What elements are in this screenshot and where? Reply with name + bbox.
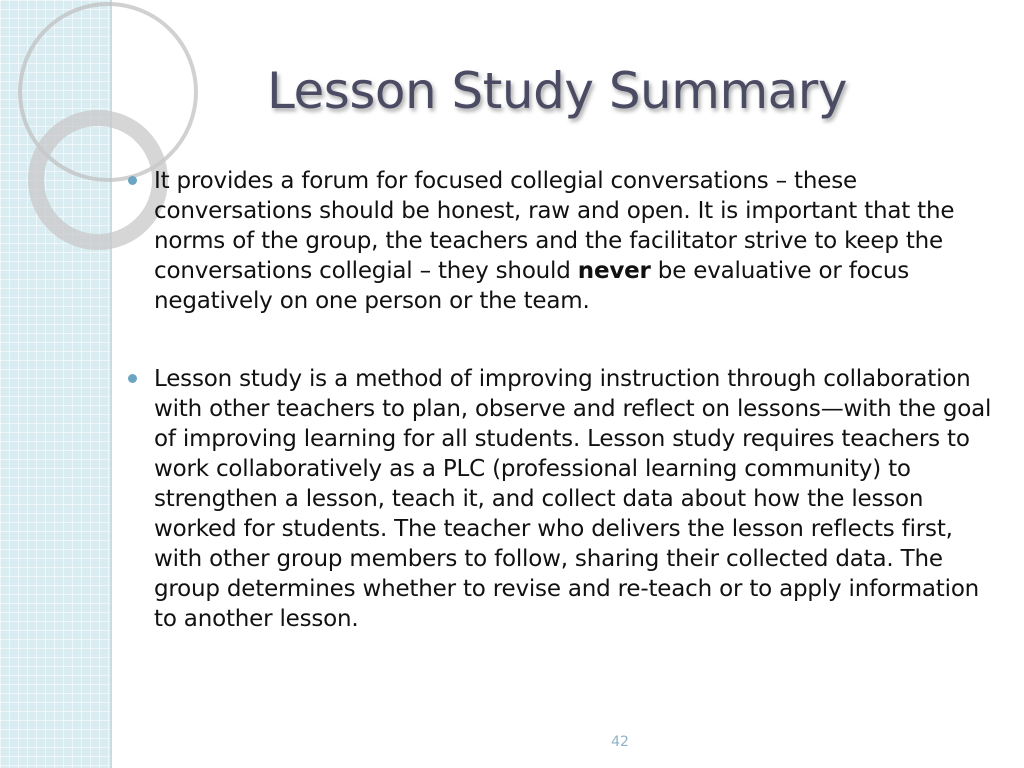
bullet-text-part: It provides a forum for focused collegial conversations – these conversations should be honest, raw and open. It is important that the norms of the group, the teachers and the facilitator strive to keep the conversations collegial – they should bbox=[154, 168, 955, 284]
bullet-text: Lesson study is a method of improving instruction through collaboration with other teachers to plan, observe and reflect on lessons—with the goal of improving learning for all students. Lesson study requires teachers to work collaboratively as a PLC (professional learning community) to strengthen a lesson, teach it, and collect data about how the lesson worked for students. The teacher who delivers the lesson reflects first, with other group members to follow, sharing their collected data. The group determines whether to revise and re-teach or to apply information to another lesson. bbox=[154, 366, 992, 632]
bullet-list bbox=[122, 166, 992, 634]
bullet-text-part: be evaluative or focus negatively on one person or the team. bbox=[154, 258, 910, 314]
bullet-point-icon bbox=[128, 374, 137, 383]
slide-number: 42 bbox=[611, 734, 629, 750]
bullet-item-forum bbox=[122, 166, 992, 316]
bullet-emphasis: never bbox=[577, 258, 651, 284]
slide-title: Lesson Study Summary bbox=[267, 62, 847, 120]
bullet-point-icon bbox=[128, 176, 137, 185]
bullet-item-lesson-study bbox=[122, 364, 992, 634]
